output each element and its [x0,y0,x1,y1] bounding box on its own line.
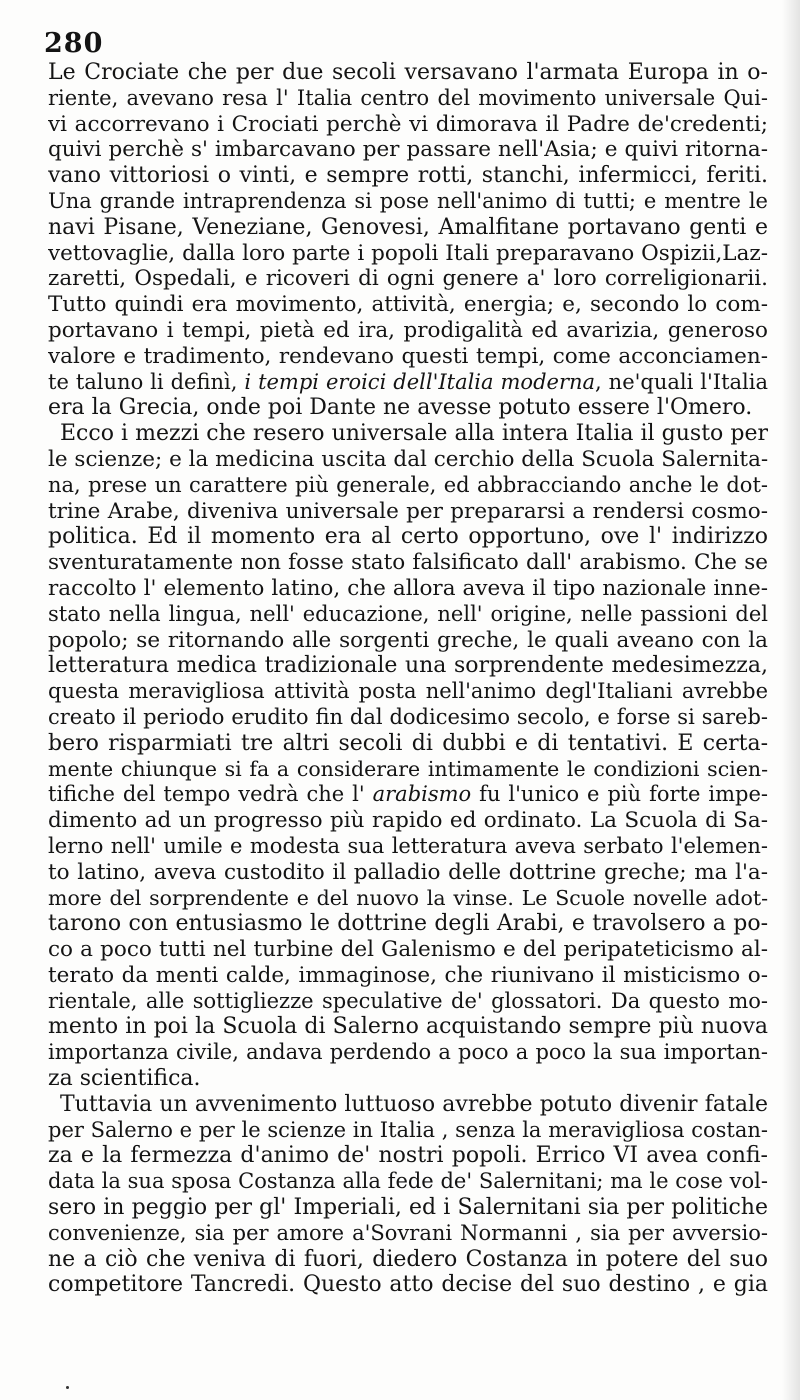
text-line: dimento ad un progresso più rapido ed ordinato. La Scuola di Sa- [48,808,768,834]
italic-phrase: arabismo [372,782,472,807]
text-line: sventuratamente non fosse stato falsificato dall' arabismo. Che se [48,550,768,576]
text-segment: , ne'quali l'Italia [595,369,768,394]
text-segment: te taluno li definì, [48,369,245,394]
paragraph-1 [48,60,768,421]
text-line: trine Arabe, diveniva universale per prepararsi a rendersi cosmo- [48,498,768,524]
text-line: era la Grecia, onde poi Dante ne avesse potuto essere l'Omero. [48,395,753,421]
italic-phrase: i tempi eroici dell'Italia moderna [244,369,596,394]
text-line: popolo; se ritornando alle sorgenti greche, le quali aveano con la [48,627,768,653]
text-line: rientale, alle sottigliezze speculative de' glossatori. Da questo mo- [48,988,768,1013]
text-line: ne a ciò che veniva di fuori, diedero Costanza in potere del suo [48,1246,768,1272]
text-line: mente chiunque si fa a considerare intimamente le condizioni scien- [48,756,768,781]
text-line: za scientifica. [48,1066,201,1092]
text-line: mento in poi la Scuola di Salerno acquistando sempre più nuova [48,1014,768,1040]
text-line: per Salerno e per le scienze in Italia , senza la meravigliosa costan- [48,1117,768,1142]
text-line: importanza civile, andava perdendo a poco a poco la sua importan- [48,1040,768,1065]
paragraph-2 [48,421,768,1092]
text-line: Una grande intraprendenza si pose nell'animo di tutti; e mentre le [48,188,768,213]
text-line: vi accorrevano i Crociati perchè vi dimorava il Padre de'credenti; [48,111,768,137]
text-line: letteratura medica tradizionale una sorprendente medesimezza, [48,653,768,679]
text-line: le scienze; e la medicina uscita dal cerchio della Scuola Salernita- [48,446,768,472]
text-line-mixed [48,370,768,396]
text-line: Tutto quindi era movimento, attività, energia; e, secondo lo com- [48,292,768,318]
text-line: Le Crociate che per due secoli versavano l'armata Europa in o- [48,60,768,85]
text-line: za e la fermezza d'animo de' nostri popoli. Errico VI avea confi- [48,1143,768,1169]
text-line: questa meravigliosa attività posta nell'animo degl'Italiani avrebbe [48,679,768,704]
text-line: Ecco i mezzi che resero universale alla intera Italia il gusto per [60,421,768,447]
text-line: Tuttavia un avvenimento luttuoso avrebbe potuto divenir fatale [60,1091,768,1117]
text-segment: tifiche del tempo vedrà che l' [48,782,373,807]
body-text [48,60,768,1298]
text-line: sero in peggio per gl' Imperiali, ed i Salernitani sia per politiche [48,1195,768,1221]
text-line: na, prese un carattere più generale, ed abbracciando anche le dot- [48,472,768,497]
text-line: competitore Tancredi. Questo atto decise del suo destino , e gia [48,1272,768,1298]
text-line: stato nella lingua, nell' educazione, nell' origine, nelle passioni del [48,601,768,626]
text-line: co a poco tutti nel turbine del Galenismo e del peripateticismo al- [48,937,768,963]
text-line: vano vittoriosi o vinti, e sempre rotti, stanchi, infermicci, feriti. [48,163,768,189]
text-line: to latino, aveva custodito il palladio delle dottrine greche; ma l'a- [48,859,768,885]
paragraph-3 [48,1092,768,1298]
text-line: navi Pisane, Veneziane, Genovesi, Amalfitane portavano genti e [48,214,768,240]
text-line: zaretti, Ospedali, e ricoveri di ogni genere a' loro correligionarii. [48,266,768,292]
text-line: data la sua sposa Costanza alla fede de' Salernitani; ma le cose vol- [48,1169,768,1194]
text-line: bero risparmiati tre altri secoli di dubbi e di tentativi. E certa- [48,730,768,756]
text-segment: fu l'unico e più forte impe- [471,782,768,807]
ink-speck [66,1386,69,1389]
text-line: raccolto l' elemento latino, che allora aveva il tipo nazionale inne- [48,575,768,601]
page-edge-shadow [782,0,800,1400]
page-number: 280 [44,28,104,59]
text-line: more del sorprendente e del nuovo la vinse. Le Scuole novelle adot- [48,885,768,910]
text-line-mixed [48,782,768,808]
text-line: creato il periodo erudito fin dal dodicesimo secolo, e forse si sareb- [48,704,768,729]
text-line: lerno nell' umile e modesta sua letteratura aveva serbato l'elemen- [48,833,768,858]
text-line: valore e tradimento, rendevano questi tempi, come acconciamen- [48,343,768,369]
text-line: vettovaglie, dalla loro parte i popoli Itali preparavano Ospizii,Laz- [48,240,768,266]
text-line: quivi perchè s' imbarcavano per passare nell'Asia; e quivi ritorna- [48,137,768,163]
text-line: convenienze, sia per amore a'Sovrani Normanni , sia per avversio- [48,1220,768,1245]
text-line: tarono con entusiasmo le dottrine degli Arabi, e travolsero a po- [48,911,768,937]
text-line: terato da menti calde, immaginose, che riunivano il misticismo o- [48,962,768,988]
text-line: riente, avevano resa l' Italia centro del movimento universale Qui- [48,85,768,110]
text-line: politica. Ed il momento era al certo opportuno, ove l' indirizzo [48,524,768,550]
text-line: portavano i tempi, pietà ed ira, prodigalità ed avarizia, generoso [48,317,768,343]
